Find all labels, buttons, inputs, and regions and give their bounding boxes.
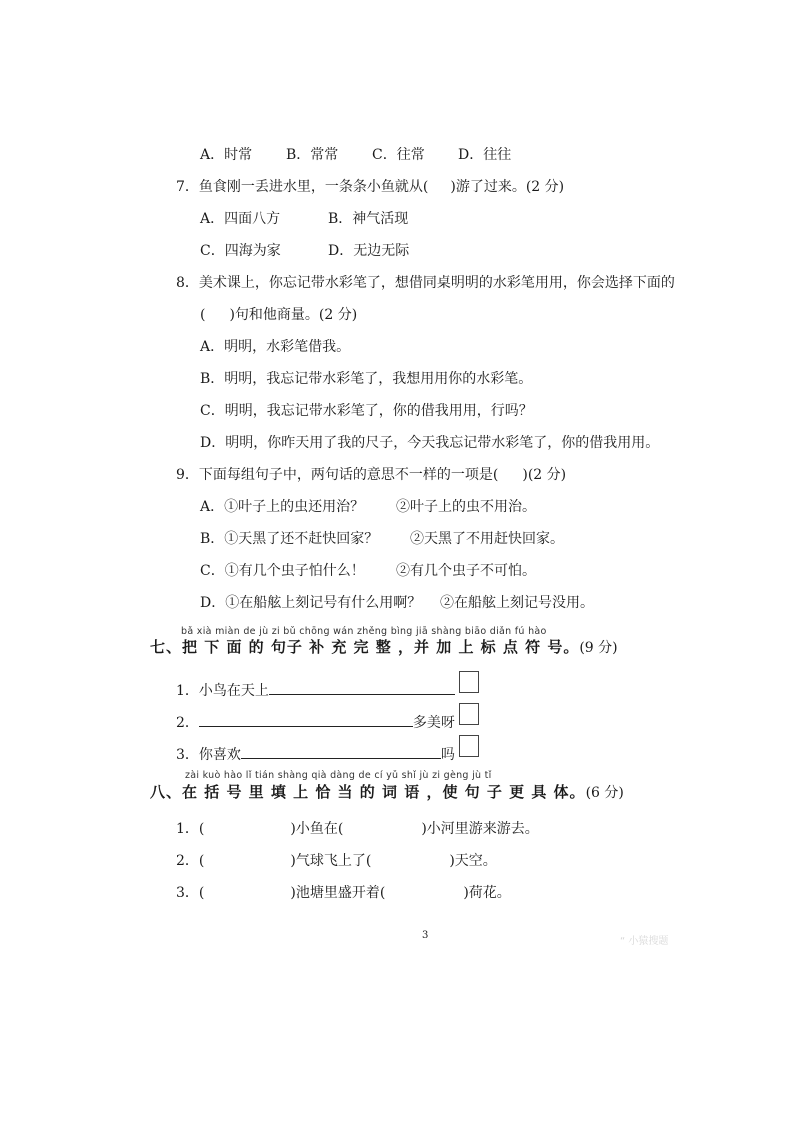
s7-item-1-prefix: 1．小鸟在天上 [176, 683, 269, 699]
q9-stem-after: )(2 分) [522, 467, 567, 483]
q6-options [200, 146, 511, 164]
s7-item-2-punctuation-box[interactable] [459, 703, 479, 725]
q7-option-c: C．四海为家 [200, 243, 281, 259]
s7-item-2-blank[interactable] [199, 712, 413, 727]
q9-option-a-sentence1: A．①叶子上的虫还用治？ [200, 499, 365, 515]
s8-item-2 [176, 852, 497, 870]
q8-line2-after: )句和他商量。(2 分) [229, 307, 358, 323]
q7-stem-after: )游了过来。(2 分) [450, 179, 565, 195]
q9-option-c [200, 562, 536, 580]
q9-option-b [200, 530, 564, 548]
q6-option-a: A．时常 [200, 147, 253, 163]
section7-score: (9 分) [579, 640, 618, 656]
q8-stem-line2 [200, 306, 357, 324]
s7-item-2-suffix: 多美呀 [412, 715, 455, 731]
s7-item-3-blank[interactable] [241, 744, 441, 759]
q8-option-a: A．明明，水彩笔借我。 [200, 339, 351, 355]
q8-option-b: B．明明，我忘记带水彩笔了，我想用用你的水彩笔。 [200, 371, 533, 387]
s8-item-1-num: 1．( [176, 821, 205, 837]
q7-option-a: A．四面八方 [200, 211, 281, 227]
s8-item-1 [176, 820, 539, 838]
s8-item-3 [176, 884, 511, 902]
q7-stem [176, 178, 564, 196]
s7-item-2 [176, 712, 455, 732]
s8-item-3-end: )荷花。 [463, 885, 511, 901]
page-number: 3 [422, 930, 429, 941]
q9-option-b-sentence2: ②天黑了不用赶快回家。 [410, 531, 564, 547]
q7-options-row1 [200, 210, 408, 228]
q8-option-d: D．明明，你昨天用了我的尺子，今天我忘记带水彩笔了，你的借我用用。 [200, 435, 660, 451]
s7-item-3 [176, 744, 455, 764]
s7-item-3-prefix: 3．你喜欢 [176, 747, 241, 763]
q9-stem [176, 466, 566, 484]
s7-item-2-prefix: 2． [176, 715, 199, 731]
section8-title-text: 八、在 括 号 里 填 上 恰 当 的 词 语 ，使 句 子 更 具 体。 [150, 783, 586, 801]
q9-option-d [200, 594, 594, 612]
q7-option-d: D．无边无际 [328, 243, 410, 259]
section7-pinyin: bǎ xià miàn de jù zi bǔ chōng wán zhěng bìng jiā shàng biāo diǎn fú hào [181, 626, 547, 637]
q6-option-c: C．往常 [372, 147, 425, 163]
section7-title [150, 638, 618, 657]
q9-option-b-sentence1: B．①天黑了还不赶快回家？ [200, 531, 379, 547]
section8-pinyin: zài kuò hào lǐ tián shàng qià dàng de cí yǔ shǐ jù zi gèng jù tǐ [185, 770, 492, 781]
s7-item-1-blank[interactable] [269, 680, 455, 695]
q6-option-d: D．往往 [458, 147, 512, 163]
section8-score: (6 分) [585, 785, 624, 801]
q6-option-b: B．常常 [286, 147, 339, 163]
q7-option-b: B．神气活现 [328, 211, 409, 227]
q7-stem-before: 7．鱼食刚一丢进水里，一条条小鱼就从( [176, 179, 429, 195]
q9-option-c-sentence1: C．①有几个虫子怕什么！ [200, 563, 365, 579]
q8-line2-before: ( [200, 307, 206, 323]
s8-item-1-end: )小河里游来游去。 [421, 821, 539, 837]
q9-option-a [200, 498, 536, 516]
s7-item-3-suffix: 吗 [440, 747, 455, 763]
q9-stem-before: 9．下面每组句子中，两句话的意思不一样的一项是( [176, 467, 499, 483]
s7-item-3-punctuation-box[interactable] [459, 735, 479, 757]
q8-stem-line1: 8．美术课上，你忘记带水彩笔了，想借同桌明明的水彩笔用用，你会选择下面的 [176, 275, 675, 291]
section7-title-text: 七、把 下 面 的 句子 补 充 完 整 ，并 加 上 标 点 符 号。 [150, 638, 580, 656]
q9-option-a-sentence2: ②叶子上的虫不用治。 [396, 499, 536, 515]
q9-option-d-sentence2: ②在船舷上刻记号没用。 [440, 595, 594, 611]
q7-options-row2 [200, 242, 409, 260]
s8-item-3-mid: )池塘里盛开着( [290, 885, 386, 901]
q9-option-d-sentence1: D．①在船舷上刻记号有什么用啊？ [200, 595, 422, 611]
s7-item-1-punctuation-box[interactable] [459, 671, 479, 693]
s8-item-3-num: 3．( [176, 885, 205, 901]
s8-item-1-mid: )小鱼在( [290, 821, 344, 837]
s8-item-2-end: )天空。 [449, 853, 497, 869]
s8-item-2-mid: )气球飞上了( [290, 853, 372, 869]
q9-option-c-sentence2: ②有几个虫子不可怕。 [396, 563, 536, 579]
s7-item-1 [176, 680, 455, 700]
watermark: “ 小猿搜题 [620, 936, 669, 947]
section8-title [150, 783, 624, 802]
q8-option-c: C．明明，我忘记带水彩笔了，你的借我用用，行吗？ [200, 403, 533, 419]
s8-item-2-num: 2．( [176, 853, 205, 869]
